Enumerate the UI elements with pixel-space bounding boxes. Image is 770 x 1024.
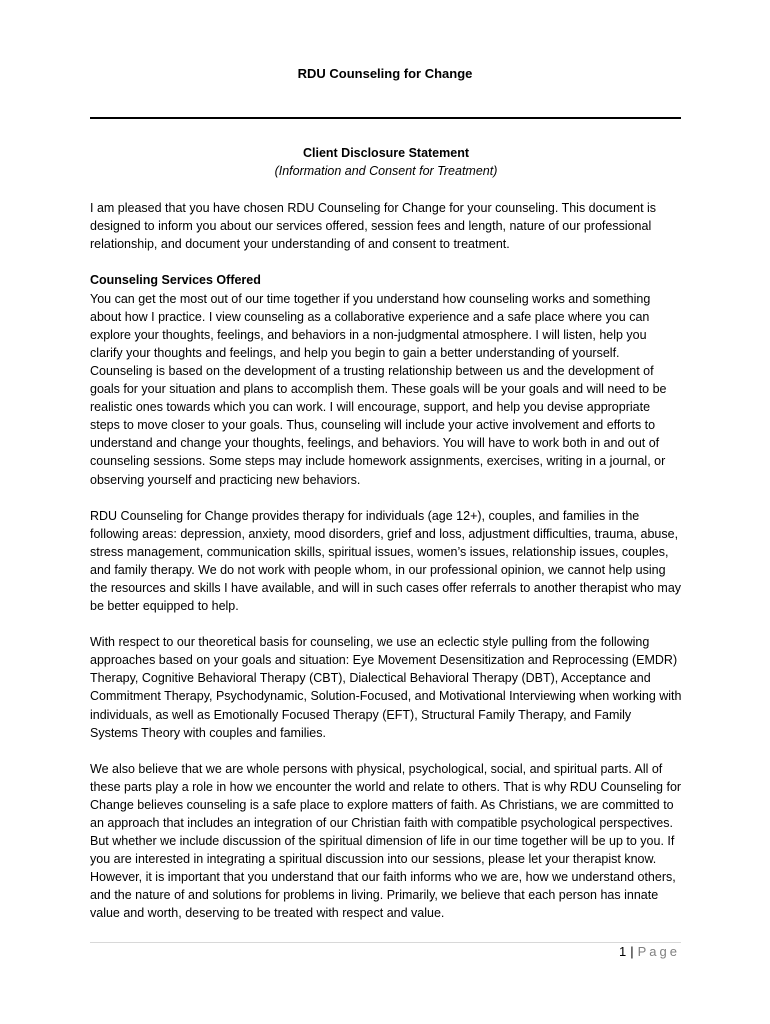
footer-divider [90, 942, 681, 943]
page-number [619, 944, 680, 959]
intro-paragraph: I am pleased that you have chosen RDU Counseling for Change for your counseling. This document is designed to inform you about our services offered, session fees and length, nature of our professional relationship, and document your understanding of and consent to treatment. [90, 201, 657, 252]
document-subtitle: (Information and Consent for Treatment) [274, 164, 498, 179]
paragraph-faith-integration: We also believe that we are whole persons with physical, psychological, social, and spiritual parts. All of these parts play a role in how we encounter the world and relate to others. That is why RDU Counseling for Change believes counseling is a safe place to explore matters of faith. As Christians, we are committed to an approach that includes an integration of our Christian faith with compatible psychological perspectives. But whether we include discussion of the spiritual dimension of life in our time together will be up to you. If you are interested in integrating a spiritual discussion into our sessions, please let your therapist know. However, it is important that you understand that our faith informs who we are, how we understand others, and the nature of and solutions for problems in living. Primarily, we believe that each person has innate value and worth, deserving to be treated with respect and value. [90, 761, 682, 921]
paragraph-theoretical-basis: With respect to our theoretical basis for counseling, we use an eclectic style pulling from the following approaches based on your goals and situation: Eye Movement Desensitization and Reprocessing (EMDR) Therapy, Cognitive Behavioral Therapy (CBT), Dialectical Behavioral Therapy (DBT), Acceptance and Commitment Therapy, Psychodynamic, Solution-Focused, and Motivational Interviewing when working with individuals, as well as Emotionally Focused Therapy (EFT), Structural Family Therapy, and Family Systems Theory with couples and families. [90, 635, 682, 740]
document-title: Client Disclosure Statement [302, 146, 469, 160]
page-number-separator: | [630, 944, 634, 959]
paragraph-services-areas: RDU Counseling for Change provides therapy for individuals (age 12+), couples, and families in the following areas: depression, anxiety, mood disorders, grief and loss, adjustment difficulties, trauma, abuse, stress management, communication skills, spiritual issues, women’s issues, relationship issues, couples, and family therapy. We do not work with people whom, in our professional opinion, we cannot help using the resources and skills I have available, and will in such cases offer referrals to another therapist who may be better equipped to help. [90, 508, 682, 614]
page-number-value: 1 [619, 944, 627, 959]
paragraph-counseling-approach: You can get the most out of our time together if you understand how counseling works and something about how I practice. I view counseling as a collaborative experience and a safe place where you can explore your thoughts, feelings, and behaviors in a non-judgmental atmosphere. I will listen, help you clarify your thoughts and feelings, and help you begin to gain a better understanding of yourself. Counseling is based on the development of a trusting relationship between us and the development of goals for your situation and plans to accomplish them. These goals will be your goals and will need to be realistic ones towards which you can work. I will encourage, support, and help you devise appropriate steps to move closer to your goals. Thus, counseling will include your active involvement and efforts to understand and change your thoughts, feelings, and behaviors. You will have to work both in and out of counseling sessions. Some steps may include homework assignments, exercises, writing in a journal, or observing yourself and practicing new behaviors. [90, 291, 667, 487]
header-divider [90, 117, 681, 119]
section-heading-services: Counseling Services Offered [90, 273, 261, 288]
document-body [90, 144, 682, 923]
page-label: Page [637, 944, 680, 959]
header-title: RDU Counseling for Change [297, 66, 473, 81]
